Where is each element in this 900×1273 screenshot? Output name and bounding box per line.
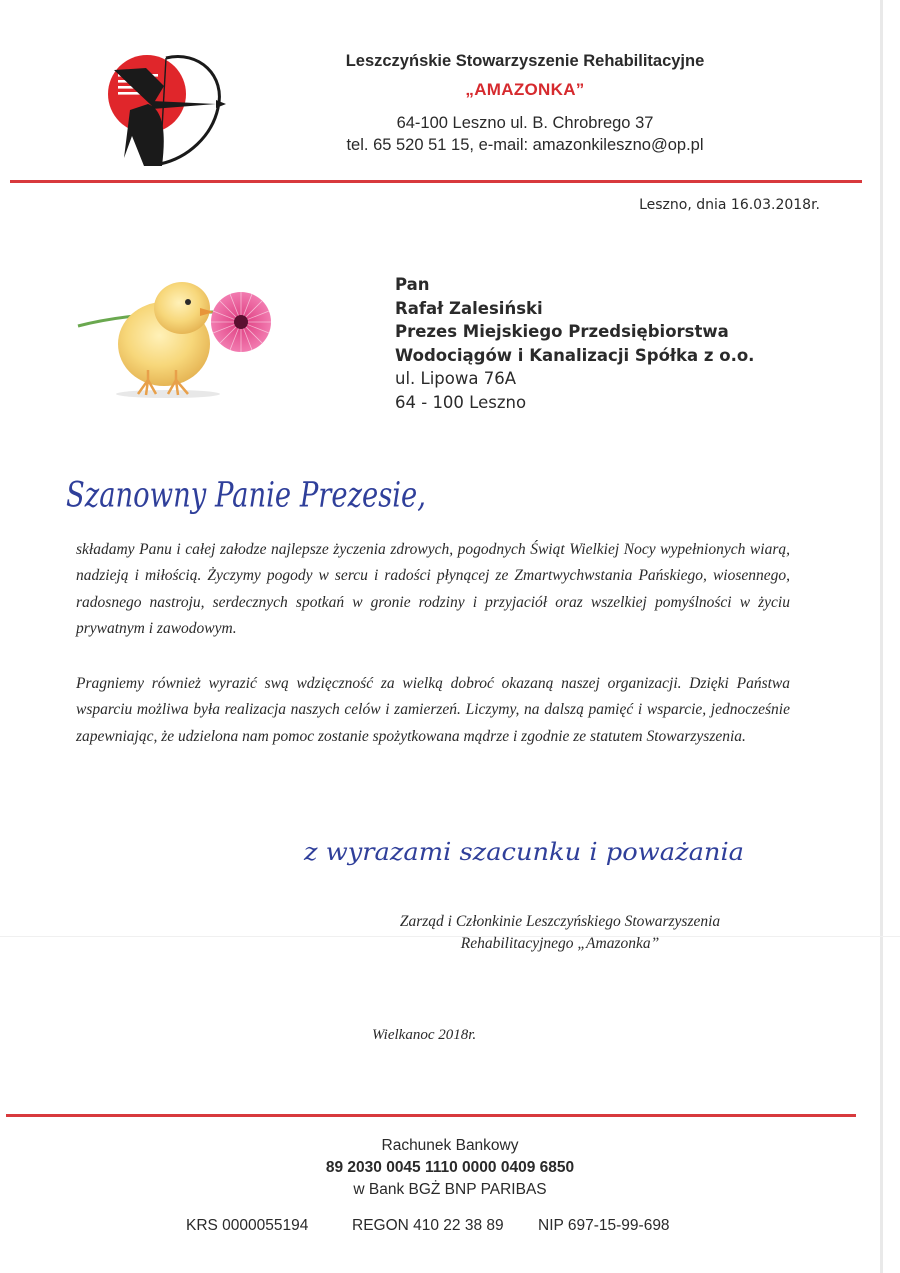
recipient-title: Pan — [395, 275, 430, 294]
recipient-name: Rafał Zalesiński — [395, 298, 543, 318]
body-paragraph-1: składamy Panu i całej załodze najlepsze życzenia zdrowych, pogodnych Świąt Wielkiej Nocy wypełnionych wiarą, nadzieją i miłością. Życzymy pogody w sercu i radości płynącej ze Zmartwychwstania Pańskiego, wiosennego, radosnego nastroju, serdecznych spotkań w gronie rodziny i przyjaciół oraz wszelkiej pomyślności w życiu prywatnym i zawodowym. — [76, 541, 790, 637]
scan-edge — [880, 0, 883, 1273]
archer-logo-icon — [104, 46, 229, 172]
registry-numbers — [186, 1217, 670, 1235]
recipient-block — [395, 273, 865, 414]
recipient-company: Wodociągów i Kanalizacji Spółka z o.o. — [395, 345, 755, 365]
footer-divider — [6, 1114, 856, 1117]
body-paragraph-2: Pragniemy również wyrazić swą wdzięczność za wielką dobroć okazaną naszej organizacji. Dzięki Państwa wsparciu możliwa była realizacja naszych celów i zamierzeń. Liczymy, na dalszą pamięć i wsparcie, jednocześnie zapewniając, że udzielona nam pomoc zostanie spożytkowana mądrze i zgodnie ze statutem Stowarzyszenia. — [76, 675, 790, 745]
place-date: Wielkanoc 2018r. — [372, 1027, 477, 1043]
bank-name: w Bank BGŻ BNP PARIBAS — [353, 1181, 547, 1198]
nip-number: NIP 697-15-99-698 — [538, 1217, 670, 1234]
recipient-city: 64 - 100 Leszno — [395, 392, 527, 412]
recipient-street: ul. Lipowa 76A — [395, 369, 517, 388]
org-contact: tel. 65 520 51 15, e-mail: amazonkileszno@op.pl — [346, 136, 704, 154]
letter-date: Leszno, dnia 16.03.2018r. — [639, 197, 820, 213]
org-address: 64-100 Leszno ul. B. Chrobrego 37 — [396, 114, 654, 132]
chick-with-flower-icon — [76, 270, 278, 400]
bank-account-number: 89 2030 0045 1110 0000 0409 6850 — [325, 1159, 575, 1176]
handwritten-closing — [300, 820, 760, 880]
org-short-name: „AMAZONKA” — [465, 80, 585, 99]
signatory-block — [340, 911, 780, 955]
header-divider — [10, 180, 862, 183]
krs-number: KRS 0000055194 — [186, 1217, 309, 1234]
closing-text: z wyrazami szacunku i poważania — [302, 838, 744, 866]
recipient-position: Prezes Miejskiego Przedsiębiorstwa — [395, 322, 729, 341]
signatory-line-2: Rehabilitacyjnego „Amazonka” — [460, 935, 660, 952]
regon-number: REGON 410 22 38 89 — [352, 1217, 504, 1234]
bank-label: Rachunek Bankowy — [381, 1137, 519, 1154]
salutation-text: Szanowny Panie Prezesie, — [66, 474, 427, 516]
org-name: Leszczyńskie Stowarzyszenie Rehabilitacyjne — [345, 52, 705, 70]
signatory-line-1: Zarząd i Członkinie Leszczyńskiego Stowarzyszenia — [399, 913, 721, 930]
handwritten-salutation — [64, 456, 444, 526]
